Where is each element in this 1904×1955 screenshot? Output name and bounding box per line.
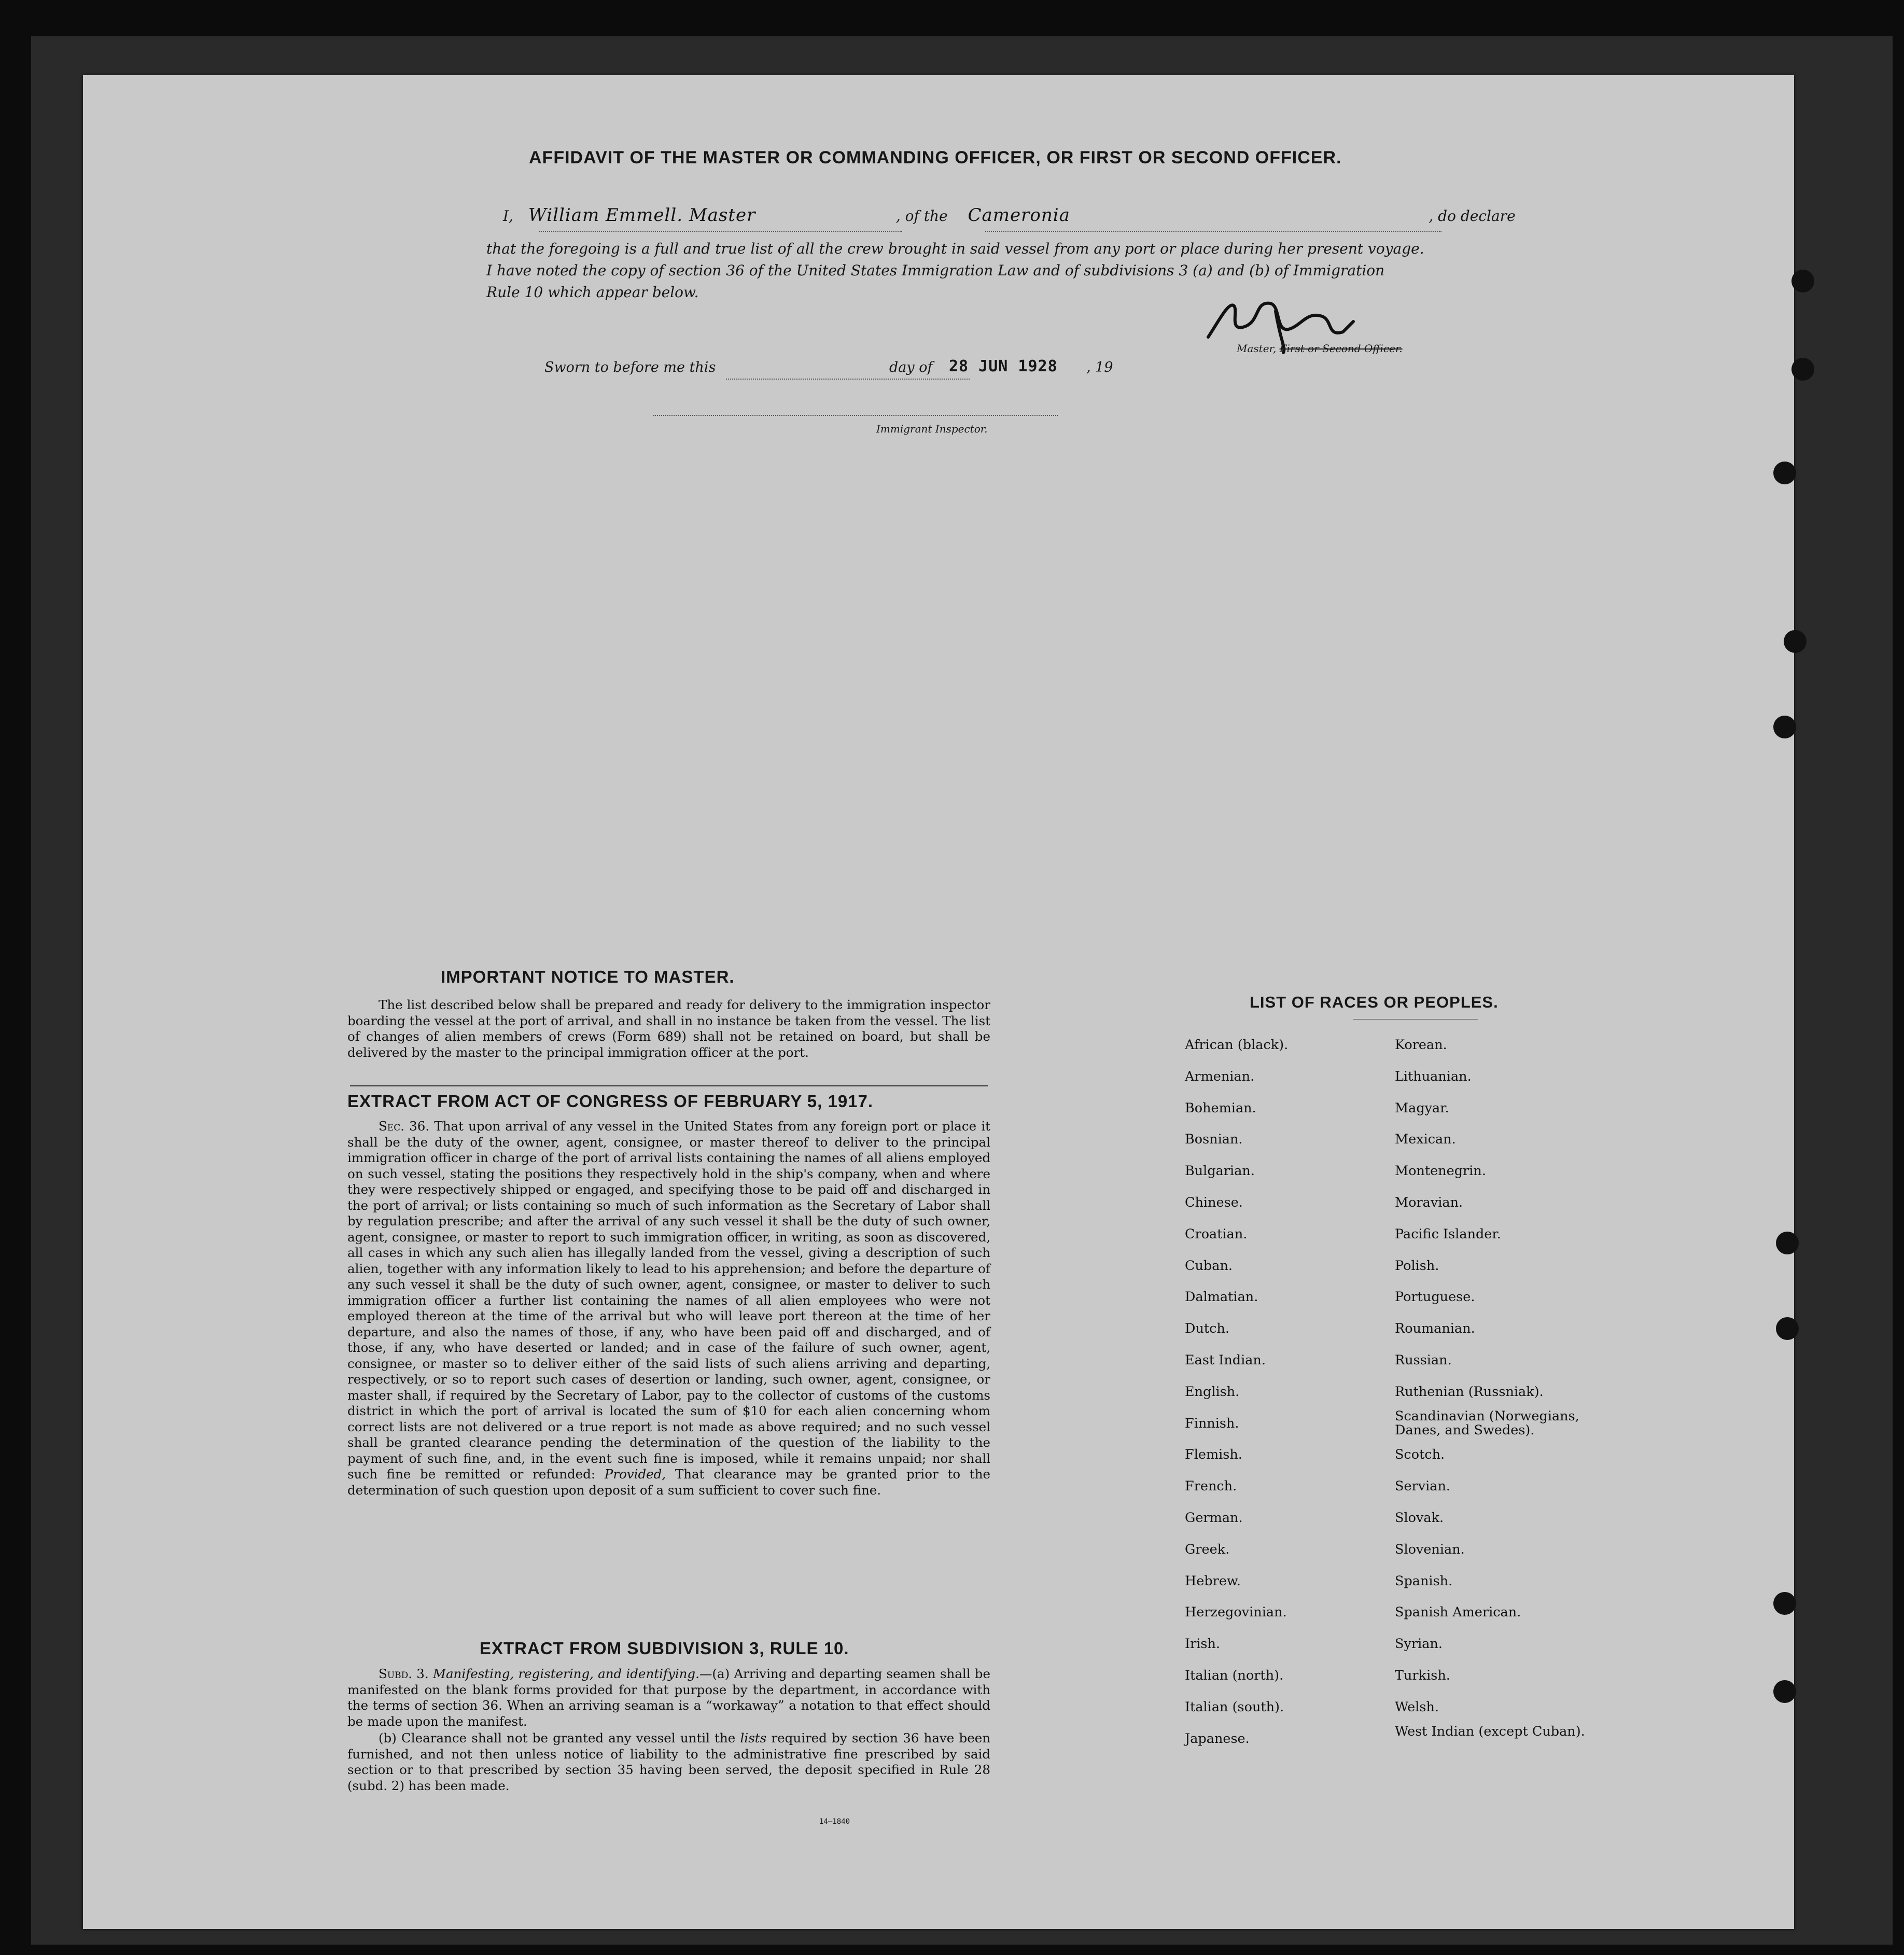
inspector-caption: Immigrant Inspector. <box>876 423 988 435</box>
race-item: Roumanian. <box>1395 1321 1475 1337</box>
race-item: Mexican. <box>1395 1132 1456 1148</box>
binder-hole <box>1773 1680 1796 1703</box>
binder-hole <box>1773 716 1796 738</box>
binder-hole <box>1776 1317 1799 1340</box>
affidavit-line-1: I, William Emmell. Master , of the Cameronia , do declare <box>503 205 1516 226</box>
race-item: Scotch. <box>1395 1447 1445 1463</box>
race-item: Slovak. <box>1395 1510 1444 1526</box>
race-item: Magyar. <box>1395 1100 1449 1116</box>
race-item: Servian. <box>1395 1478 1451 1495</box>
inspector-signature-line <box>653 415 1058 416</box>
race-item: Syrian. <box>1395 1636 1443 1652</box>
race-item: Dalmatian. <box>1185 1289 1258 1305</box>
race-item: Chinese. <box>1185 1195 1243 1210</box>
act-extract-title: EXTRACT FROM ACT OF CONGRESS OF FEBRUARY 5, 1917. <box>347 1092 874 1111</box>
manifest-page <box>83 75 1794 1929</box>
race-item: French. <box>1185 1478 1237 1495</box>
race-item: Japanese. <box>1185 1730 1250 1747</box>
race-item: Spanish. <box>1395 1573 1453 1589</box>
binder-hole <box>1773 462 1796 484</box>
signature-caption: Master, First or Second Officer. <box>1237 342 1403 355</box>
race-item: Spanish American. <box>1395 1604 1521 1621</box>
date-stamp: 28 JUN 1928 <box>949 357 1058 375</box>
race-item: West Indian (except Cuban). <box>1395 1723 1585 1739</box>
race-item: Flemish. <box>1185 1447 1242 1463</box>
race-item: Slovenian. <box>1395 1541 1465 1557</box>
binder-hole <box>1791 270 1814 292</box>
affidavit-line-4: Rule 10 which appear below. <box>486 284 699 301</box>
race-item: Scandinavian (Norwegians, Danes, and Swedes). <box>1395 1408 1579 1438</box>
race-item: Irish. <box>1185 1636 1221 1652</box>
races-title: LIST OF RACES OR PEOPLES. <box>1250 993 1499 1011</box>
races-underline <box>1353 1019 1478 1020</box>
binder-hole <box>1773 1592 1796 1615</box>
rule-para-b: (b) Clearance shall not be granted any vessel until the lists required by section 36 have been furnished, and not then unless notice of liability to the administrative fine prescribed by said section or to that prescribed by section 35 having been served, the deposit specified in Rule 28 (subd. 2) has been made. <box>347 1730 990 1793</box>
race-item: Moravian. <box>1395 1195 1463 1210</box>
race-item: Armenian. <box>1185 1068 1255 1084</box>
race-item: Italian (north). <box>1185 1668 1284 1683</box>
name-underline <box>539 231 902 232</box>
race-item: Lithuanian. <box>1395 1068 1472 1084</box>
race-item: Montenegrin. <box>1395 1163 1486 1179</box>
affidavit-line-2: that the foregoing is a full and true list of all the crew brought in said vessel from any port or place during her present voyage. <box>486 240 1424 257</box>
rule-extract-title: EXTRACT FROM SUBDIVISION 3, RULE 10. <box>480 1639 849 1658</box>
officer-name: William Emmell. Master <box>528 205 756 226</box>
race-item: Portuguese. <box>1395 1289 1475 1305</box>
vessel-underline <box>985 231 1441 232</box>
race-item: Cuban. <box>1185 1258 1233 1274</box>
sworn-text: Sworn to before me this <box>544 359 716 375</box>
year-prefix: , 19 <box>1086 359 1113 375</box>
race-item: Bosnian. <box>1185 1132 1243 1148</box>
race-item: Italian (south). <box>1185 1699 1284 1715</box>
race-item: Greek. <box>1185 1541 1230 1557</box>
race-item: Welsh. <box>1395 1699 1439 1715</box>
binder-hole <box>1791 358 1814 381</box>
race-item: Hebrew. <box>1185 1573 1241 1589</box>
race-item: Russian. <box>1395 1352 1452 1368</box>
race-item: English. <box>1185 1384 1240 1400</box>
race-item: Bohemian. <box>1185 1100 1256 1116</box>
rule-para-a: Subd. 3. Manifesting, registering, and identifying.—(a) Arriving and departing seamen shall be manifested on the blank forms provided for that purpose by the department, in accordance with the terms of section 36. When an arriving seaman is a “workaway” a notation to that effect should be made upon the manifest. <box>347 1666 990 1729</box>
affidavit-line-3: I have noted the copy of section 36 of the United States Immigration Law and of subdivisions 3 (a) and (b) of Immigration <box>486 262 1385 279</box>
race-item: African (black). <box>1185 1037 1289 1053</box>
divider-1 <box>350 1085 988 1086</box>
affidavit-title: AFFIDAVIT OF THE MASTER OR COMMANDING OFFICER, OR FIRST OR SECOND OFFICER. <box>529 148 1342 167</box>
race-item: Korean. <box>1395 1037 1447 1053</box>
vessel-name: Cameronia <box>968 205 1070 226</box>
act-extract-text: Sec. 36. That upon arrival of any vessel in the United States from any foreign port or place it shall be the duty of the owner, agent, consignee, or master thereof to deliver to the principal immigration officer in charge of the port of arrival lists containing the names of all aliens employed on such vessel, stating the positions they respectively hold in the ship's company, when and where they were respectively shipped or engaged, and specifying those to be paid off and discharged in the port of arrival; or lists containing so much of such information as the Secretary of Labor shall by regulation prescribe; and after the arrival of any such vessel it shall be the duty of such owner, agent, consignee, or master to report to such immigration officer, in writing, as soon as discovered, all cases in which any such alien has illegally landed from the vessel, giving a description of such alien, together with any information likely to lead to his apprehension; and before the departure of any such vessel it shall be the duty of such owner, agent, consignee, or master to deliver to such immigration officer a further list containing the names of all alien employees who were not employed thereon at the time of the arrival but who will leave port thereon at the time of her departure, and also the names of those, if any, who have been paid off and discharged, and of those, if any, who have deserted or landed; and in case of the failure of such owner, agent, consignee, or master so to deliver either of the said lists of such aliens arriving and departing, respectively, or so to report such cases of desertion or landing, such owner, agent, consignee, or master shall, if required by the Secretary of Labor, pay to the collector of customs of the customs district in which the port of arrival is located the sum of $10 for each alien concerning whom correct lists are not delivered or a true report is not made as above required; and no such vessel shall be granted clearance pending the determination of the question of the liability to the payment of such fine, and, in the event such fine is imposed, while it remains unpaid; nor shall such fine be remitted or refunded: Provided, That clearance may be granted prior to the determination of such question upon deposit of a sum sufficient to cover such fine. <box>347 1119 990 1498</box>
race-item: Ruthenian (Russniak). <box>1395 1384 1544 1400</box>
sworn-day-line <box>726 379 970 380</box>
race-item: Turkish. <box>1395 1668 1450 1683</box>
notice-text: The list described below shall be prepared and ready for delivery to the immigration inspector boarding the vessel at the port of arrival, and shall in no instance be taken from the vessel. The list of changes of alien members of crews (Form 689) shall not be retained on board, but shall be delivered by the master to the principal immigration officer at the port. <box>347 997 990 1060</box>
race-item: German. <box>1185 1510 1243 1526</box>
race-item: Finnish. <box>1185 1415 1239 1431</box>
race-item: Pacific Islander. <box>1395 1226 1501 1242</box>
race-item: Herzegovinian. <box>1185 1604 1287 1621</box>
race-item: Dutch. <box>1185 1321 1229 1337</box>
form-number: 14—1840 <box>819 1818 850 1826</box>
race-item: Bulgarian. <box>1185 1163 1255 1179</box>
binder-hole <box>1784 630 1807 653</box>
binder-hole <box>1776 1232 1799 1254</box>
race-item: Croatian. <box>1185 1226 1248 1242</box>
race-item: East Indian. <box>1185 1352 1266 1368</box>
notice-title: IMPORTANT NOTICE TO MASTER. <box>441 967 735 986</box>
day-of-label: day of <box>889 359 933 375</box>
race-item: Polish. <box>1395 1258 1439 1274</box>
